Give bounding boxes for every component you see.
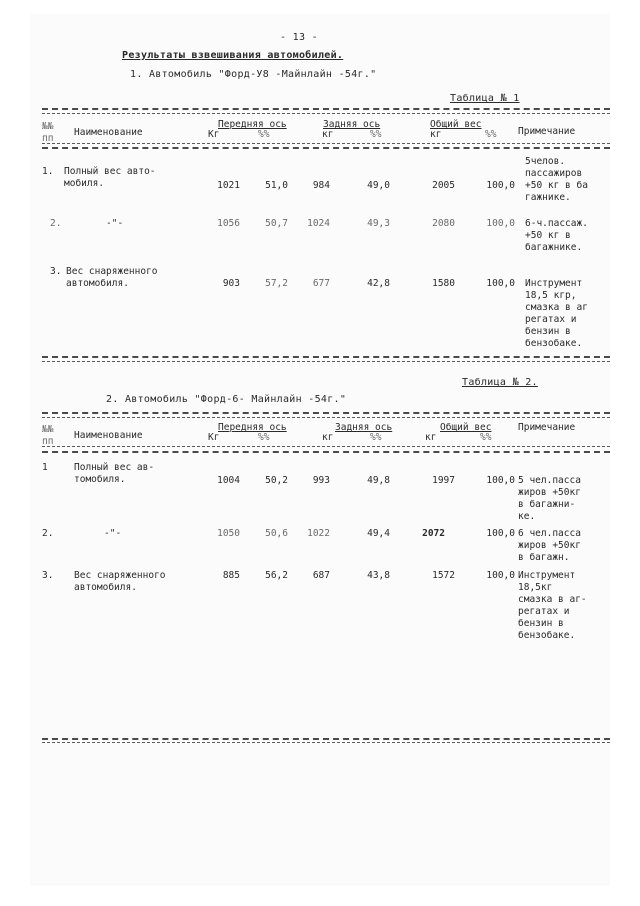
cell-rear-pct: 43,8 (367, 570, 390, 581)
header-rear-pct: %% (370, 129, 382, 140)
header-name: Наименование (74, 430, 143, 441)
cell-name: Полный вес авто- мобиля. (64, 166, 156, 189)
cell-front-pct: 56,2 (265, 570, 288, 581)
table-border (42, 147, 610, 149)
cell-front-pct: 50,6 (265, 528, 288, 539)
document-page (30, 14, 610, 886)
cell-rear-pct: 42,8 (367, 278, 390, 289)
cell-rear-kg: 677 (312, 278, 330, 289)
cell-note: Инструмент 18,5кг смазка в аг- регатах и бензин в бензобаке. (518, 570, 587, 641)
cell-front-kg: 1050 (217, 528, 240, 539)
cell-rear-kg: 687 (312, 570, 330, 581)
header-total: Общий вес (440, 422, 492, 433)
cell-no: 1 (42, 462, 48, 473)
section2-heading: 2. Автомобиль "Форд-6- Майнлайн -54г." (106, 394, 347, 405)
cell-rear-kg: 1024 (307, 218, 330, 229)
header-front: Передняя ось (218, 119, 287, 130)
cell-note: 5 чел.пасса жиров +50кг в багажни- ке. (518, 475, 581, 522)
cell-total-pct: 100,0 (486, 218, 515, 229)
cell-no: 3. (42, 570, 54, 581)
cell-total-pct: 100,0 (486, 528, 515, 539)
header-rear-kg: кг (322, 129, 334, 140)
cell-total-pct: 100,0 (486, 278, 515, 289)
cell-total-kg: 2080 (432, 218, 455, 229)
cell-total-kg: 1997 (432, 475, 455, 486)
cell-front-pct: 50,2 (265, 475, 288, 486)
header-front: Передняя ось (218, 422, 287, 433)
cell-total-pct: 100,0 (486, 180, 515, 191)
header-rear-pct: %% (370, 432, 382, 443)
cell-no: 1. (42, 166, 54, 177)
table-border (42, 412, 610, 414)
cell-total-kg: 1572 (432, 570, 455, 581)
header-front-pct: %% (258, 432, 270, 443)
page-title: Результаты взвешивания автомобилей. (122, 50, 344, 61)
table2-label: Таблица № 2. (462, 377, 538, 388)
cell-note: 6-ч.пассаж. +50 кг в багажнике. (525, 218, 588, 253)
cell-rear-pct: 49,8 (367, 475, 390, 486)
section1-heading: 1. Автомобиль "Форд-У8 -Майнлайн -54г." (130, 69, 377, 80)
cell-total-kg: 2005 (432, 180, 455, 191)
cell-no: 2. (50, 218, 62, 229)
cell-front-pct: 50,7 (265, 218, 288, 229)
cell-rear-kg: 984 (312, 180, 330, 191)
header-name: Наименование (74, 127, 143, 138)
header-no: №№ пп (42, 121, 54, 144)
cell-rear-pct: 49,4 (367, 528, 390, 539)
header-total-kg: кг (425, 432, 437, 443)
cell-note: Инструмент 18,5 кгр, смазка в аг регатах и бензин в бензобаке. (525, 278, 588, 349)
header-rear: Задняя ось (323, 119, 381, 130)
cell-name: Вес снаряженного автомобиля. (66, 266, 158, 289)
header-note: Примечание (518, 422, 576, 433)
cell-name: -"- (104, 528, 122, 539)
header-note: Примечание (518, 126, 576, 137)
header-total-pct: %% (485, 129, 497, 140)
cell-no: 3. (50, 266, 62, 277)
header-total-pct: %% (480, 432, 492, 443)
cell-front-kg: 885 (222, 570, 240, 581)
cell-rear-pct: 49,3 (367, 218, 390, 229)
cell-total-kg: 2072 (422, 528, 445, 539)
cell-front-pct: 51,0 (265, 180, 288, 191)
cell-name: Полный вес ав- томобиля. (74, 462, 155, 485)
table-border (42, 417, 610, 418)
header-rear: Задняя ось (335, 422, 393, 433)
cell-total-pct: 100,0 (486, 475, 515, 486)
table-border (42, 446, 610, 447)
header-no: №№ пп (42, 424, 54, 447)
header-rear-kg: кг (322, 432, 334, 443)
cell-total-kg: 1580 (432, 278, 455, 289)
header-total: Общий вес (430, 119, 482, 130)
table-border (42, 143, 610, 144)
cell-rear-pct: 49,0 (367, 180, 390, 191)
cell-front-kg: 903 (222, 278, 240, 289)
table-border (42, 361, 610, 362)
cell-rear-kg: 1022 (307, 528, 330, 539)
table-border (42, 742, 610, 743)
cell-front-pct: 57,2 (265, 278, 288, 289)
table-border (42, 356, 610, 358)
header-front-pct: %% (258, 129, 270, 140)
table-border (42, 451, 610, 453)
cell-no: 2. (42, 528, 54, 539)
cell-front-kg: 1056 (217, 218, 240, 229)
cell-front-kg: 1004 (217, 475, 240, 486)
header-total-kg: кг (430, 129, 442, 140)
cell-name: Вес снаряженного автомобиля. (74, 570, 166, 593)
table-border (42, 108, 610, 110)
table-border (42, 113, 610, 114)
header-front-kg: Кг (208, 129, 220, 140)
header-front-kg: Кг (208, 432, 220, 443)
cell-total-pct: 100,0 (486, 570, 515, 581)
table-border (42, 738, 610, 740)
cell-note: 5челов. пассажиров +50 кг в ба гажнике. (525, 156, 588, 203)
cell-note: 6 чел.пасса жиров +50кг в багажн. (518, 528, 581, 563)
page-number: - 13 - (280, 32, 318, 43)
cell-name: -"- (106, 218, 124, 229)
cell-front-kg: 1021 (217, 180, 240, 191)
cell-rear-kg: 993 (312, 475, 330, 486)
table1-label: Таблица № 1 (450, 93, 520, 104)
